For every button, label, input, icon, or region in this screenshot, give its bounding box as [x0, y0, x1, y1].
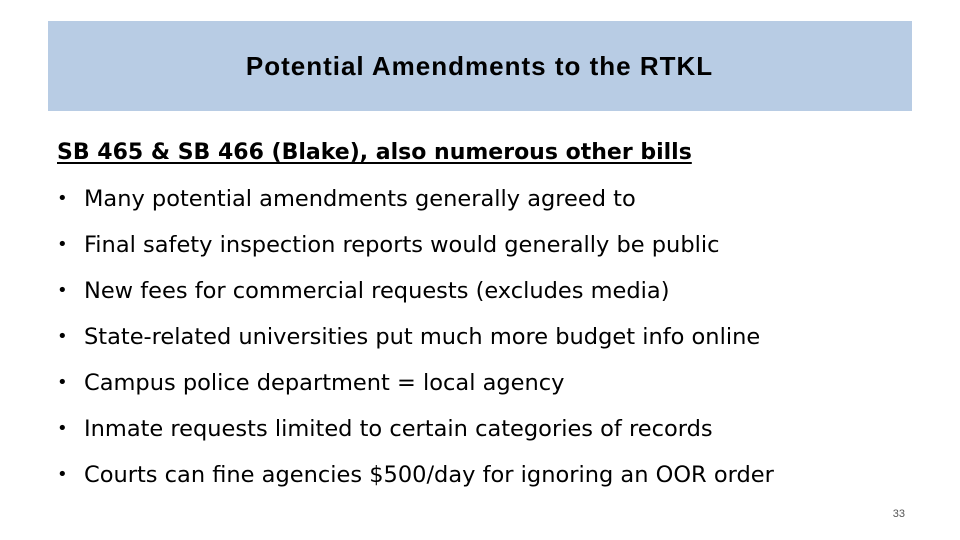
- bullet-text: Inmate requests limited to certain categories of records: [84, 416, 713, 442]
- bullet-text: Courts can fine agencies $500/day for ignoring an OOR order: [84, 462, 774, 488]
- bullet-list: [57, 176, 917, 498]
- bullet-item: [57, 452, 917, 498]
- bullet-icon: •: [57, 188, 68, 209]
- slide-title: Potential Amendments to the RTKL: [245, 50, 714, 81]
- bullet-item: [57, 222, 917, 268]
- bullet-icon: •: [57, 280, 68, 301]
- bullet-text: State-related universities put much more budget info online: [84, 324, 761, 350]
- bullet-item: [57, 406, 917, 452]
- bullet-icon: •: [57, 418, 68, 439]
- bullet-item: [57, 360, 917, 406]
- bullet-icon: •: [57, 464, 68, 485]
- bullet-text: New fees for commercial requests (excludes media): [84, 278, 670, 304]
- bullet-icon: •: [57, 234, 68, 255]
- bullet-icon: •: [57, 326, 68, 347]
- bullet-text: Final safety inspection reports would generally be public: [84, 232, 720, 258]
- section-heading: SB 465 & SB 466 (Blake), also numerous other bills: [57, 140, 692, 165]
- bullet-item: [57, 268, 917, 314]
- bullet-text: Campus police department = local agency: [84, 370, 565, 396]
- bullet-item: [57, 314, 917, 360]
- title-banner: [48, 21, 912, 111]
- page-number: 33: [892, 508, 905, 520]
- bullet-icon: •: [57, 372, 68, 393]
- slide-body: [57, 130, 917, 498]
- bullet-item: [57, 176, 917, 222]
- bullet-text: Many potential amendments generally agreed to: [84, 186, 636, 212]
